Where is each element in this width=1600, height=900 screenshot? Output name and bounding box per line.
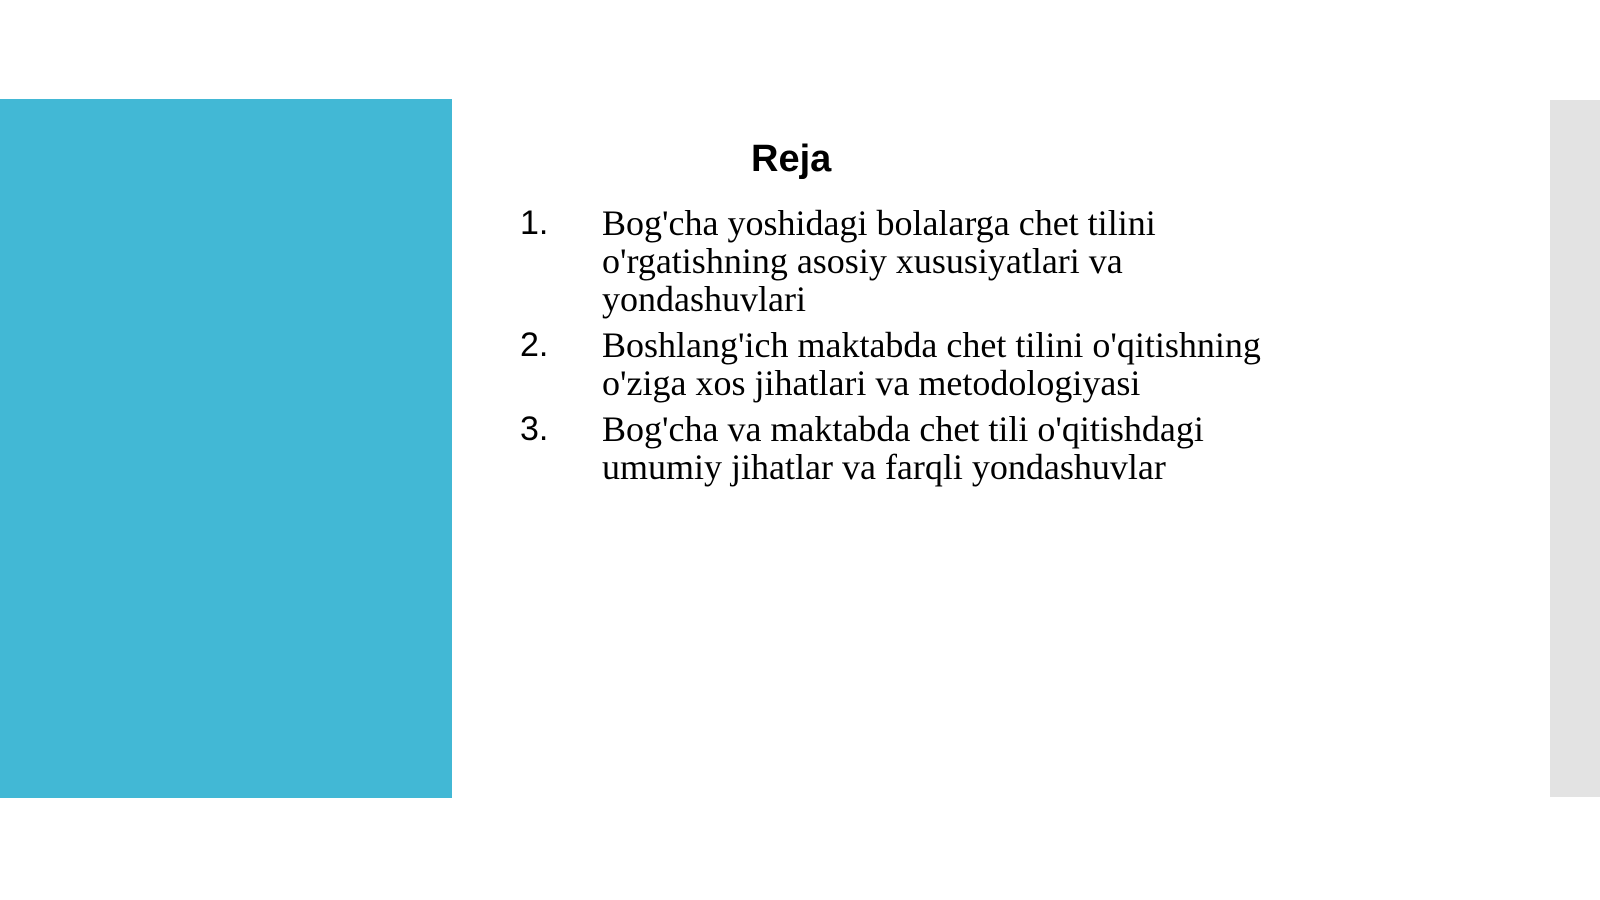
accent-block	[0, 99, 452, 798]
slide-title: Reja	[751, 138, 832, 180]
plan-item-text: Boshlang'ich maktabda chet tilini o'qitishning o'ziga xos jihatlari va metodologiyasi	[602, 325, 1261, 403]
plan-item-number: 2.	[520, 326, 549, 364]
plan-item-text: Bog'cha va maktabda chet tili o'qitishdagi umumiy jihatlar va farqli yondashuvlar	[602, 409, 1204, 487]
side-strip	[1550, 100, 1600, 797]
plan-item	[520, 410, 1280, 486]
plan-item	[520, 204, 1280, 318]
plan-item	[520, 326, 1280, 402]
plan-list	[520, 204, 1280, 494]
plan-item-number: 1.	[520, 204, 549, 242]
plan-item-text: Bog'cha yoshidagi bolalarga chet tilini o'rgatishning asosiy xususiyatlari va yondashuvlari	[602, 203, 1156, 319]
plan-item-number: 3.	[520, 410, 549, 448]
